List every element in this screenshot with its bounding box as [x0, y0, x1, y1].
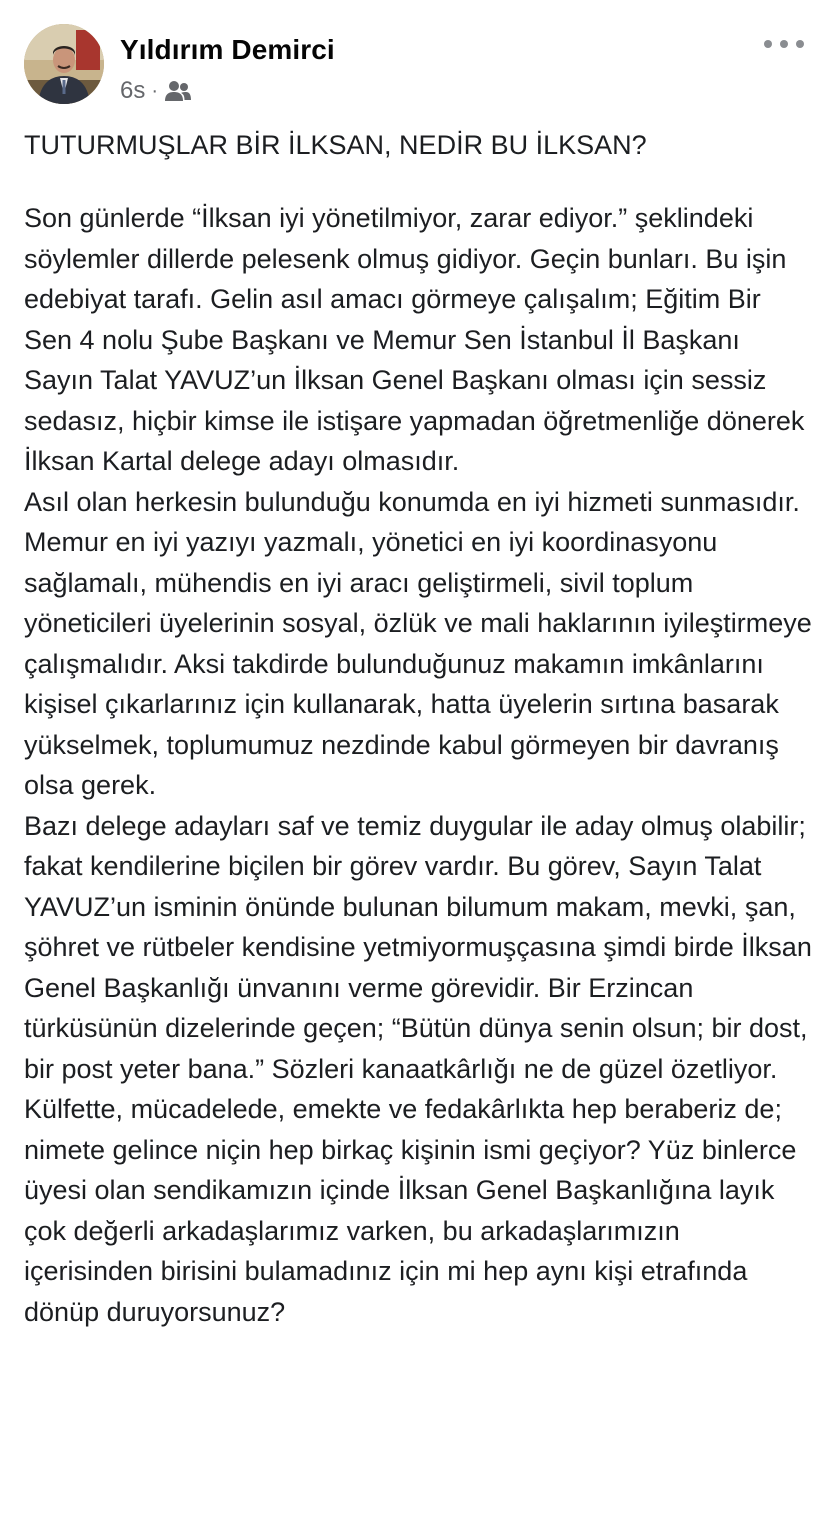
avatar-photo: [24, 24, 104, 104]
friends-icon[interactable]: [164, 79, 192, 103]
post-paragraph: Son günlerde “İlksan iyi yönetilmiyor, zarar ediyor.” şeklindeki söylemler dillerde pelesenk olmuş gidiyor. Geçin bunları. Bu işin edebiyat tarafı. Gelin asıl amacı görmeye çalışalım; Eğitim Bir Sen 4 nolu Şube Başkanı ve Memur Sen İstanbul İl Başkanı Sayın Talat YAVUZ’un İlksan Genel Başkanı olması için sessiz sedasız, hiçbir kimse ile istişare yapmadan öğretmenliğe dönerek İlksan Kartal delege adayı olmasıdır.: [24, 203, 805, 476]
avatar[interactable]: [24, 24, 104, 104]
meta-separator: ·: [151, 79, 159, 102]
post-body: [24, 198, 814, 1332]
post-paragraph: Asıl olan herkesin bulunduğu konumda en iyi hizmeti sunmasıdır. Memur en iyi yazıyı yazmalı, yönetici en iyi koordinasyonu sağlamalı, mühendis en iyi aracı geliştirmeli, sivil toplum yöneticileri üyelerinin sosyal, özlük ve mali haklarının iyileştirmeye çalışmalıdır. Aksi takdirde bulunduğunuz makamın imkânlarını kişisel çıkarlarınız için kullanarak, hatta üyelerin sırtına basarak yükselmek, toplumumuz nezdinde kabul görmeyen bir davranış olsa gerek.: [24, 486, 812, 800]
more-options-button[interactable]: [764, 32, 804, 56]
post-meta: [120, 76, 192, 106]
post-paragraph: Külfette, mücadelede, emekte ve fedakârlıkta hep beraberiz de; nimete gelince niçin hep birkaç kişinin ismi geçiyor? Yüz binlerce üyesi olan sendikamızın içinde İlksan Genel Başkanlığına layık çok değerli arkadaşlarımız varken, bu arkadaşlarımızın içerisinden birisini bulamadınız için mi hep aynı kişi etrafında dönüp duruyorsunuz?: [24, 1094, 797, 1327]
author-name[interactable]: Yıldırım Demirci: [120, 34, 335, 65]
post-title: TUTURMUŞLAR BİR İLKSAN, NEDİR BU İLKSAN?: [24, 130, 647, 160]
more-horizontal-icon-dot-3: [796, 40, 804, 48]
post-header: [24, 24, 808, 108]
more-horizontal-icon-dot-1: [764, 40, 772, 48]
post-paragraph: Bazı delege adayları saf ve temiz duygular ile aday olmuş olabilir; fakat kendilerine biçilen bir görev vardır. Bu görev, Sayın Talat YAVUZ’un isminin önünde bulunan bilumum makam, mevki, şan, şöhret ve rütbeler kendisine yetmiyormuşçasına şimdi birde İlksan Genel Başkanlığı ünvanını verme görevidir. Bir Erzincan türküsünün dizelerinde geçen; “Bütün dünya senin olsun; bir dost, bir post yeter bana.” Sözleri kanaatkârlığı ne de güzel özetliyor.: [24, 810, 812, 1084]
post-timestamp[interactable]: 6s: [120, 77, 146, 104]
more-horizontal-icon-dot-2: [780, 40, 788, 48]
